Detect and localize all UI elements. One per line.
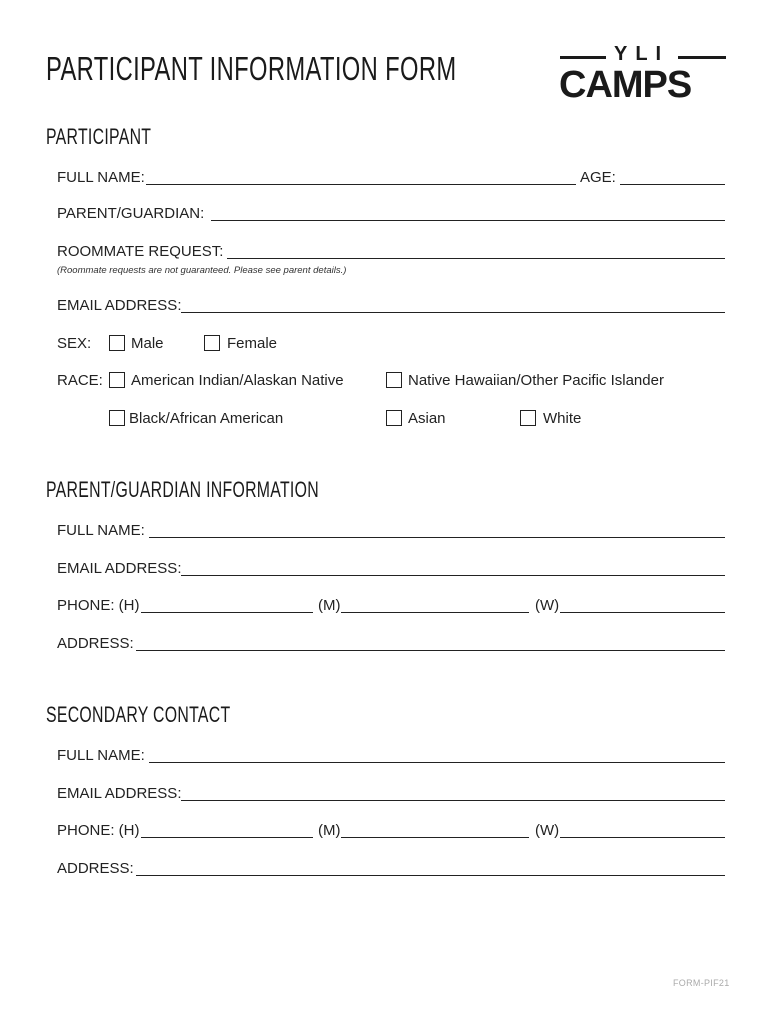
race-native-hawaiian-checkbox[interactable] bbox=[386, 372, 402, 388]
sex-male-label: Male bbox=[131, 335, 164, 352]
secondary-full-name-label: FULL NAME: bbox=[57, 747, 145, 764]
secondary-phone-home-label: PHONE: (H) bbox=[57, 822, 140, 839]
parent-email-field[interactable] bbox=[181, 575, 725, 576]
parent-phone-work-field[interactable] bbox=[560, 612, 725, 613]
parent-phone-home-label: PHONE: (H) bbox=[57, 597, 140, 614]
parent-phone-work-label: (W) bbox=[535, 597, 560, 614]
race-asian-label: Asian bbox=[408, 410, 446, 427]
race-black-checkbox[interactable] bbox=[109, 410, 125, 426]
logo-rule-right bbox=[678, 56, 726, 59]
secondary-phone-work-field[interactable] bbox=[560, 837, 725, 838]
race-white-label: White bbox=[543, 410, 582, 427]
parent-phone-mobile-label: (M) bbox=[318, 597, 341, 614]
race-american-indian-checkbox[interactable] bbox=[109, 372, 125, 388]
race-black-label: Black/African American bbox=[129, 410, 284, 427]
sex-male-checkbox[interactable] bbox=[109, 335, 125, 351]
yli-camps-logo bbox=[560, 44, 726, 110]
logo-rule-left bbox=[560, 56, 606, 59]
parent-email-label: EMAIL ADDRESS: bbox=[57, 560, 182, 577]
secondary-full-name-field[interactable] bbox=[149, 762, 725, 763]
secondary-phone-mobile-field[interactable] bbox=[341, 837, 529, 838]
participant-heading: PARTICIPANT bbox=[46, 124, 152, 149]
race-american-indian-label: American Indian/Alaskan Native bbox=[131, 372, 344, 389]
sex-female-checkbox[interactable] bbox=[204, 335, 220, 351]
race-native-hawaiian-label: Native Hawaiian/Other Pacific Islander bbox=[408, 372, 664, 389]
parent-guardian-field[interactable] bbox=[211, 220, 725, 221]
secondary-email-label: EMAIL ADDRESS: bbox=[57, 785, 182, 802]
race-label: RACE: bbox=[57, 372, 103, 389]
roommate-request-field[interactable] bbox=[227, 258, 725, 259]
roommate-note: (Roommate requests are not guaranteed. Please see parent details.) bbox=[57, 265, 347, 276]
parent-full-name-label: FULL NAME: bbox=[57, 522, 145, 539]
parent-phone-home-field[interactable] bbox=[141, 612, 313, 613]
secondary-phone-home-field[interactable] bbox=[141, 837, 313, 838]
roommate-request-label: ROOMMATE REQUEST: bbox=[57, 243, 224, 260]
participant-full-name-label: FULL NAME: bbox=[57, 169, 145, 186]
secondary-email-field[interactable] bbox=[181, 800, 725, 801]
participant-full-name-field[interactable] bbox=[146, 184, 576, 185]
page-title: PARTICIPANT INFORMATION FORM bbox=[46, 50, 457, 87]
secondary-phone-mobile-label: (M) bbox=[318, 822, 341, 839]
form-id: FORM-PIF21 bbox=[673, 978, 730, 988]
parent-address-label: ADDRESS: bbox=[57, 635, 134, 652]
sex-label: SEX: bbox=[57, 335, 92, 352]
parent-heading: PARENT/GUARDIAN INFORMATION bbox=[46, 477, 319, 502]
secondary-heading: SECONDARY CONTACT bbox=[46, 702, 231, 727]
participant-email-field[interactable] bbox=[181, 312, 725, 313]
secondary-phone-work-label: (W) bbox=[535, 822, 560, 839]
logo-main-text: CAMPS bbox=[559, 64, 692, 106]
parent-full-name-field[interactable] bbox=[149, 537, 725, 538]
logo-top-text: YLI bbox=[614, 43, 670, 65]
secondary-address-label: ADDRESS: bbox=[57, 860, 134, 877]
participant-email-label: EMAIL ADDRESS: bbox=[57, 297, 182, 314]
participant-age-field[interactable] bbox=[620, 184, 725, 185]
parent-address-field[interactable] bbox=[136, 650, 725, 651]
sex-female-label: Female bbox=[227, 335, 278, 352]
secondary-address-field[interactable] bbox=[136, 875, 725, 876]
parent-guardian-label: PARENT/GUARDIAN: bbox=[57, 205, 205, 222]
participant-age-label: AGE: bbox=[580, 169, 616, 186]
race-white-checkbox[interactable] bbox=[520, 410, 536, 426]
parent-phone-mobile-field[interactable] bbox=[341, 612, 529, 613]
race-asian-checkbox[interactable] bbox=[386, 410, 402, 426]
